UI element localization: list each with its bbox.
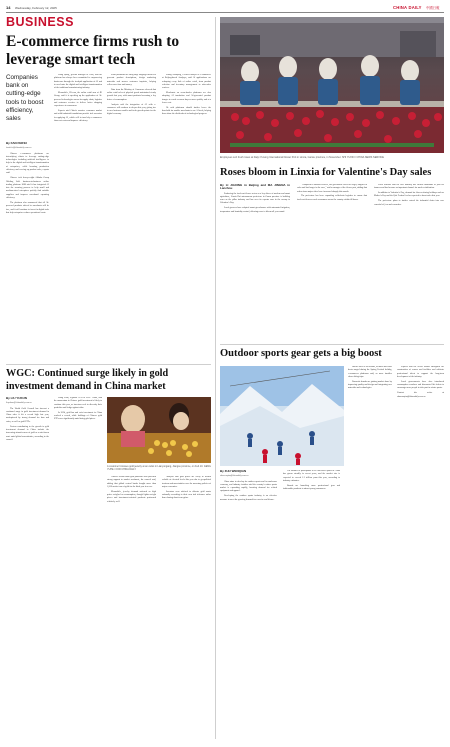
gold-paragraph: Meanwhile, jewelry demand softened as high prices weighed on consumption, though lighter-weight pieces and investment-oriented products performed relatively well. bbox=[107, 490, 156, 503]
rose-sorting-photo bbox=[220, 17, 444, 153]
lead-paragraph: Wang Qiang, general manager of 1688, said the platform has always been committed to empowering businesses through the in-depth application of AI and to accelerate the digital and intelligent transformation of the traditional manufacturing industry. bbox=[54, 74, 102, 90]
gold-paragraph: In 2024, gold bar and coin investment in China reached a record, while holdings of Chinese gold ETFs rose significantly amid rising gold prices. bbox=[54, 411, 102, 421]
ski-paragraph: Developing the outdoor sports industry is an effective measure to meet the growing demand for exercise and leisure. bbox=[220, 495, 277, 501]
roses-paragraph: Local growers have adopted smart greenhouses with automated irrigation, temperature and humidity control, allowing roses to bloom all year round. bbox=[220, 207, 290, 213]
lead-email: fanfeifei@chinadaily.com.cn bbox=[6, 147, 32, 150]
ski-paragraph: Online sales of ski boards, helmets and snow boots surged during the Spring Festival holiday, e-commerce platforms said, as more families chose skiing trips. bbox=[348, 366, 392, 378]
roses-col-1 bbox=[220, 184, 290, 342]
ski-headline: Outdoor sports gear gets a big boost bbox=[220, 348, 382, 359]
masthead-chinese: 中國日報 bbox=[426, 6, 440, 10]
gold-col-2 bbox=[54, 397, 102, 737]
roses-paragraph: Producing the fresh-cut flower sector as a key driver of modern and smart agriculture, Linxia Hui autonomous prefecture in Gansu province is building roses as the pillar industry and has seen its exports soar in the run-up to Valentine's Day. bbox=[220, 192, 290, 205]
gold-jewelry-photo bbox=[107, 397, 211, 463]
lead-paragraph: Meanwhile, JD.com, the online retail arm of JD Group, said it is speeding up the application of AI-powered technologies across its supply chain, logistics and customer services to deliver better shopping experiences to consumers. bbox=[54, 92, 102, 108]
roses-paragraph: In addition to Valentine's Day, demand for flowers during holidays such as Mother's Day and the Qixi Festival is also expected to boost sales this year. bbox=[374, 192, 444, 198]
ski-col-2 bbox=[283, 470, 340, 737]
lead-paragraph: Zhang Zhouping, a senior analyst of e-commerce at Beijing-based Analysys, said AI applications are reshaping every link of online retail, from product selection and inventory management to after-sales services. bbox=[162, 74, 211, 90]
ski-resort-photo bbox=[220, 366, 344, 466]
lead-paragraph: Chinese e-commerce platforms are intensifying efforts to leverage cutting-edge technologies including artificial intelligence to help in the digital and intelligent transformation of enterprises, while boosting production efficiency and revving up product sales, experts said. bbox=[6, 152, 49, 175]
lead-paragraph: Merchants on cross-border platforms are also adopting AI translation and AI-generated product images to reach overseas buyers more quickly and at a lower cost. bbox=[162, 92, 211, 104]
ski-paragraph: Brands are launching more professional gear and fashionable products to attract young consumers. bbox=[283, 484, 340, 491]
ski-resort-illustration bbox=[220, 366, 344, 466]
ski-paragraph: China aims to develop its outdoor sports and ice-and-snow economy, and industry insiders said the country's winter sports market is expanding rapidly, boosting demand for related equipment and apparel. bbox=[220, 480, 277, 493]
gold-col-1 bbox=[6, 397, 49, 737]
ski-col-3 bbox=[348, 366, 392, 737]
roses-byline: By LI JIAXING in Beijing and MA JINGNA in Lanzhou bbox=[220, 184, 290, 191]
lead-byline: By FAN FEIFEI bbox=[6, 142, 27, 145]
contact-note: Contact the writer at zhuwenqian@chinadaily.com.cn bbox=[397, 392, 444, 398]
lead-col-2 bbox=[54, 74, 102, 361]
gold-jewelry-illustration bbox=[107, 397, 211, 463]
issue-date: Wednesday, February 12, 2025 bbox=[15, 5, 57, 10]
ski-byline: By ZHU WENQIAN bbox=[220, 470, 247, 473]
lead-paragraph: The platform also announced that all AI-powered products offered to merchants will be free, and it will continue to invest in digital tools that help enterprises reduce operational costs. bbox=[6, 201, 49, 214]
section-divider bbox=[220, 344, 444, 345]
roses-col-3 bbox=[374, 184, 444, 342]
gold-paragraph: Analysts said gold prices are likely to remain volatile at elevated levels this year due to geopolitical tensions and uncertainties over the monetary policies of major economies. bbox=[162, 476, 211, 488]
roses-paragraph: Local officials said the rose industry has created thousands of jobs for farmers and has become an important channel for rural revitalization. bbox=[374, 184, 444, 190]
gold-headline: WGC: Continued surge likely in gold investment demand in China market bbox=[6, 368, 169, 392]
roses-paragraph: The prefecture plans to further extend the industrial chain into rose essential oil, tea and cosmetics. bbox=[374, 200, 444, 206]
rose-photo-caption: Employees sort fresh roses at Daiyi Yunong International Flower Port in Linxia, Gansu province, in November. SHI YUXIN / CHINA NEWS SERVICE bbox=[220, 156, 384, 159]
lead-paragraph: Chinese tech heavyweight Alibaba Group Holding Ltd's business-to-business online trading platform 1688 said it has integrated AI into the sourcing process to help small and medium-sized enterprises quickly find suitable suppliers and improve merchants' operating efficiency. bbox=[6, 177, 49, 200]
ski-col-1 bbox=[220, 470, 277, 737]
ski-email: zhuwenqian@chinadaily.com.cn bbox=[220, 475, 249, 478]
gold-paragraph: Wang Lixin, regional CEO of WGC China, said the momentum in Chinese gold investment is likely to continue this year, as investors seek to diversify their portfolios and hedge against risks. bbox=[54, 397, 102, 409]
masthead: CHINA DAILY bbox=[393, 4, 422, 10]
ski-paragraph: Local governments have also introduced consumption vouchers and discounted lift tickets to encourage more people to take part in winter sports. bbox=[397, 380, 444, 390]
lead-paragraph: Experts said China's massive consumer market and solid industrial foundations provide rich scenarios for applying AI, which will in turn help e-commerce firms cut costs and improve efficiency. bbox=[54, 110, 102, 123]
lead-paragraph: He said platforms should further lower the threshold for smaller merchants to use AI tools, helping them share the dividends of technological progress. bbox=[162, 106, 211, 116]
section-divider bbox=[6, 364, 211, 365]
gold-byline: By LIU YUKUN bbox=[6, 397, 27, 400]
gold-col-3 bbox=[107, 476, 156, 737]
ski-paragraph: The number of participants in ice and snow sports in China has grown steadily in recent years, and the market size is expected to exceed 1.2 trillion yuan this year, according to industry estimates. bbox=[283, 470, 340, 482]
roses-col-2 bbox=[297, 184, 367, 342]
roses-paragraph: The prefecture has been expanding cold-chain logistics to ensure that fresh-cut flowers reach consumers across the country within 48 hours. bbox=[297, 195, 367, 201]
lead-headline: E-commerce firms rush to leverage smart tech bbox=[6, 33, 180, 68]
rose-sorting-illustration bbox=[220, 17, 444, 153]
column-divider bbox=[215, 17, 216, 739]
gold-photo-caption: A customer browses gold jewelry at an outlet in Lianyungang, Jiangsu province, on Feb 10. GENG YUHE / FOR CHINA DAILY bbox=[107, 465, 211, 472]
ski-paragraph: Experts said the sector should strengthen the construction of venues and facilities and cultivate professional talent to support the long-term development of the industry. bbox=[397, 366, 444, 378]
roses-paragraph: "Compared to outdoor flowers, our greenhouse roses are larger, brighter in color and last longer in the vase," said a manager of the flower port, adding that orders from major cities have increased sharply this month. bbox=[297, 184, 367, 193]
lead-paragraph: Analysts said the integration of AI with e-commerce will continue to deepen this year, giving rise to new business models and fresh growth points for the digital economy. bbox=[107, 103, 156, 116]
header-divider bbox=[6, 12, 444, 13]
lead-paragraph: Some platforms are using large language models to generate product descriptions, design marketing materials and answer customer inquiries, helping sellers save time and money. bbox=[107, 74, 156, 86]
section-title: BUSINESS bbox=[6, 15, 74, 29]
gold-email: liuyukun@chinadaily.com.cn bbox=[6, 402, 32, 405]
page-header bbox=[6, 4, 444, 12]
gold-paragraph: Chinese central bank gold purchases also provided strong support to market sentiment, the council said, adding that global central banks bought more than 1,000 metric tons of gold for the third year in a row. bbox=[107, 476, 156, 488]
roses-headline: Roses bloom in Linxia for Valentine's Day sales bbox=[220, 167, 432, 178]
gold-col-4 bbox=[162, 476, 211, 737]
gold-paragraph: Factors contributing to the growth in gold investment demand in China include the increasing attractiveness of gold as a safe-haven asset amid global uncertainties, according to the council. bbox=[6, 425, 49, 441]
lead-col-4 bbox=[162, 74, 211, 361]
lead-paragraph: Data from the Ministry of Commerce showed that online retail sales of physical goods maintained steady growth last year, with smart products becoming a key driver of consumption. bbox=[107, 88, 156, 101]
page-number: 14 bbox=[6, 5, 11, 10]
lead-col-3 bbox=[107, 74, 156, 361]
gold-paragraph: The World Gold Council has forecast a continued surge in gold investment demand in China after it hit a record high last year, underpinned by strong demand for bars and coins, as well as gold ETFs. bbox=[6, 407, 49, 423]
lead-col-1 bbox=[6, 142, 49, 361]
ski-col-4 bbox=[397, 366, 444, 737]
gold-paragraph: Investors were advised to allocate gold assets rationally according to their own risk tolerance rather than chasing short-term gains. bbox=[162, 490, 211, 500]
lead-deck: Companies bank on cutting-edge tools to boost efficiency, sales bbox=[6, 74, 44, 123]
ski-paragraph: Domestic brands are gaining market share by improving quality and design and integrating new materials and technologies. bbox=[348, 380, 392, 390]
